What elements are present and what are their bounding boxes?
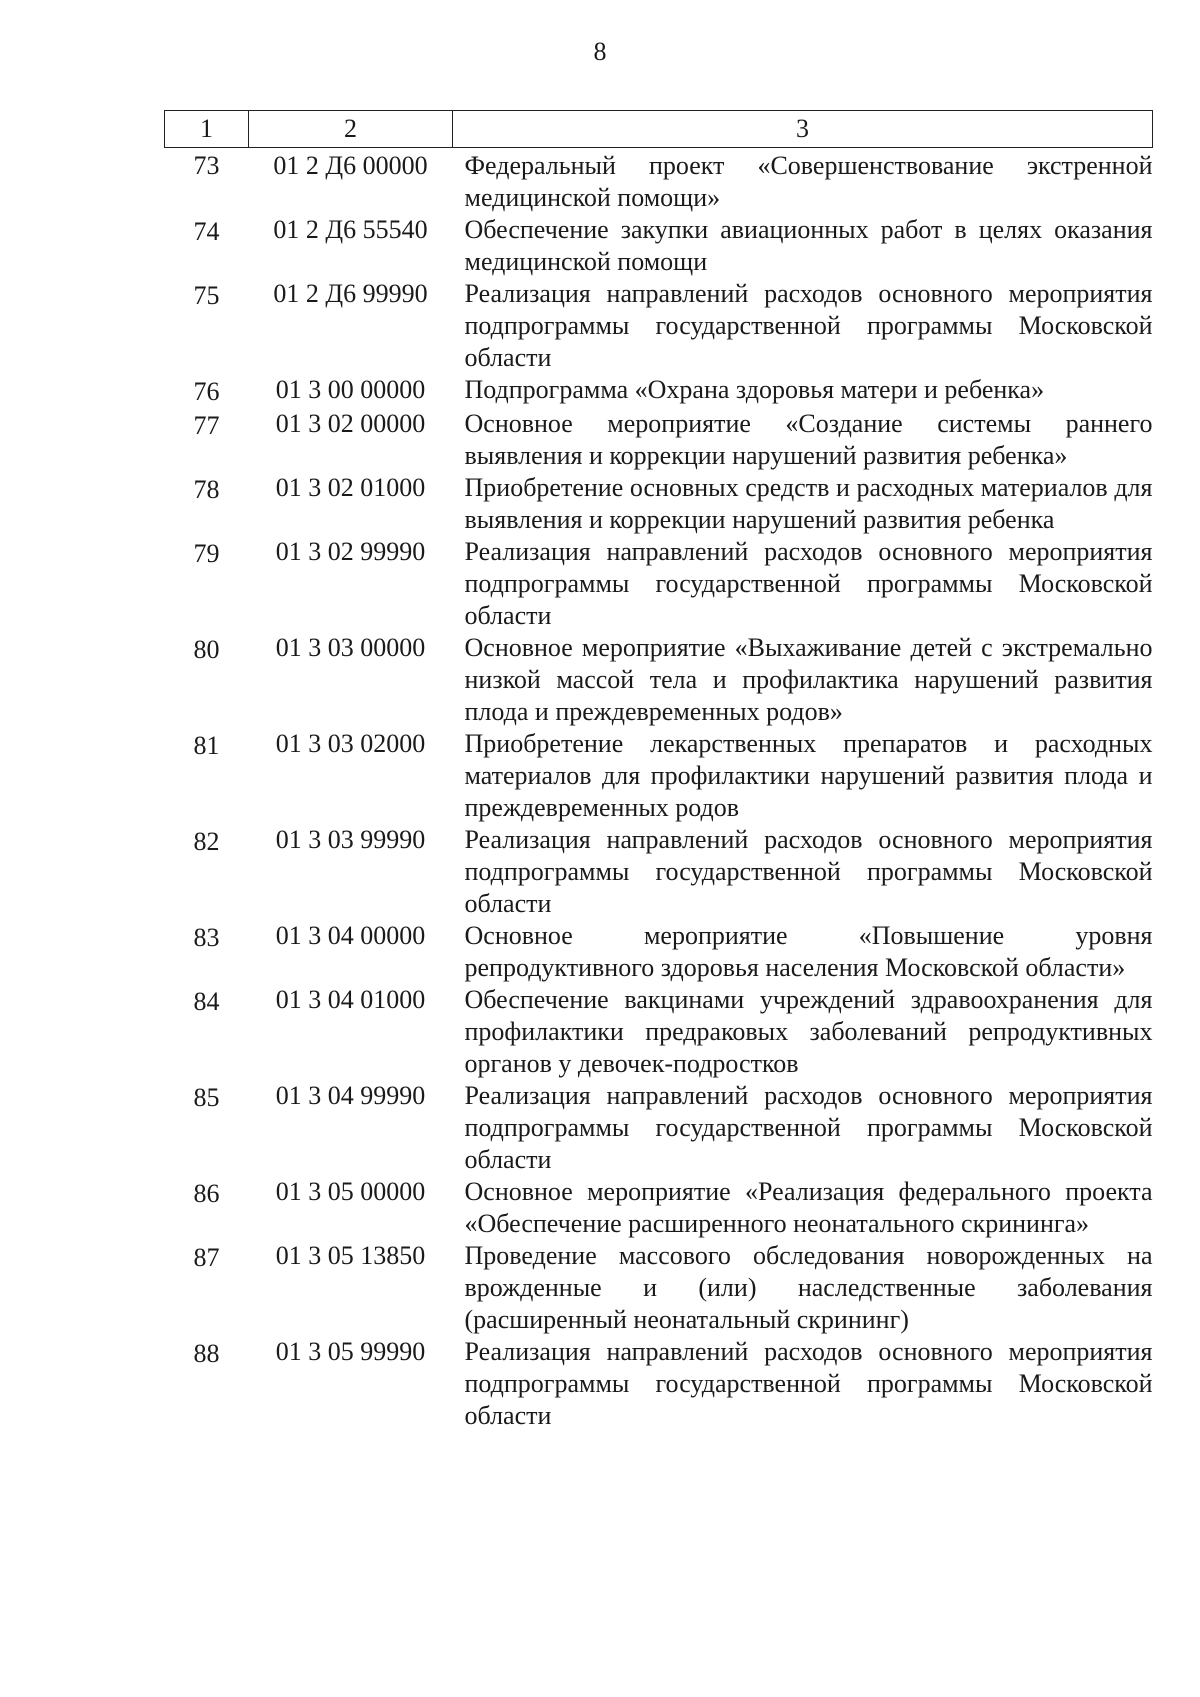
item-description: Основное мероприятие «Повышение уровня репродуктивного здоровья населения Московской области» (464, 921, 1153, 982)
classification-code: 01 3 05 13850 (275, 1241, 426, 1270)
row-number: 79 (193, 539, 220, 568)
classification-code: 01 3 00 00000 (275, 375, 426, 404)
table-row (165, 536, 1153, 632)
classification-code: 01 3 04 00000 (275, 921, 426, 950)
row-number: 86 (193, 1179, 220, 1208)
item-description: Приобретение основных средств и расходных материалов для выявления и коррекции нарушений развития ребенка (464, 473, 1153, 534)
row-number: 76 (193, 377, 220, 406)
table-row (165, 472, 1153, 536)
item-description: Реализация направлений расходов основного мероприятия подпрограммы государственной программы Московской области (464, 825, 1153, 918)
row-number: 83 (193, 923, 220, 952)
row-number: 82 (193, 827, 220, 856)
table-header (165, 111, 1153, 148)
classification-code: 01 3 02 01000 (275, 473, 426, 502)
row-number: 81 (193, 731, 220, 760)
column-header-3: 3 (453, 111, 1153, 148)
item-description: Реализация направлений расходов основного мероприятия подпрограммы государственной программы Московской области (464, 279, 1153, 372)
row-number: 74 (193, 217, 220, 246)
classification-code: 01 3 02 00000 (275, 409, 426, 438)
classification-code: 01 3 03 02000 (275, 729, 426, 758)
item-description: Приобретение лекарственных препаратов и расходных материалов для профилактики нарушений развития плода и преждевременных родов (464, 729, 1153, 822)
item-description: Обеспечение вакцинами учреждений здравоохранения для профилактики предраковых заболеваний репродуктивных органов у девочек-подростков (464, 985, 1153, 1078)
table-row (165, 920, 1153, 984)
item-description: Реализация направлений расходов основного мероприятия подпрограммы государственной программы Московской области (464, 1081, 1153, 1174)
table-row (165, 728, 1153, 824)
page-number: 8 (593, 37, 607, 66)
budget-classification-table (164, 110, 1153, 1432)
row-number: 85 (193, 1083, 220, 1112)
column-header-2: 2 (249, 111, 453, 148)
table-row (165, 1336, 1153, 1432)
item-description: Проведение массового обследования новорожденных на врожденные и (или) наследственные заболевания (расширенный неонатальный скрининг) (464, 1241, 1153, 1334)
item-description: Основное мероприятие «Создание системы раннего выявления и коррекции нарушений развития ребенка» (464, 409, 1153, 470)
classification-code: 01 2 Д6 55540 (273, 215, 428, 244)
row-number: 80 (193, 635, 220, 664)
table-row (165, 824, 1153, 920)
classification-code: 01 3 05 00000 (275, 1177, 426, 1206)
classification-code: 01 2 Д6 99990 (273, 279, 428, 308)
table-row (165, 1240, 1153, 1336)
table-row (165, 632, 1153, 728)
item-description: Обеспечение закупки авиационных работ в целях оказания медицинской помощи (464, 215, 1153, 276)
table-row (165, 278, 1153, 374)
table-row (165, 1080, 1153, 1176)
table-row (165, 1176, 1153, 1240)
table-row (165, 148, 1153, 215)
row-number: 75 (193, 281, 220, 310)
table-row (165, 408, 1153, 472)
table-row (165, 984, 1153, 1080)
classification-code: 01 2 Д6 00000 (273, 151, 428, 180)
row-number: 88 (193, 1339, 220, 1368)
classification-code: 01 3 04 99990 (275, 1081, 426, 1110)
classification-code: 01 3 02 99990 (275, 537, 426, 566)
item-description: Подпрограмма «Охрана здоровья матери и ребенка» (464, 375, 1045, 404)
column-header-1: 1 (165, 111, 249, 148)
classification-code: 01 3 03 99990 (275, 825, 426, 854)
classification-code: 01 3 04 01000 (275, 985, 426, 1014)
row-number: 87 (193, 1243, 220, 1272)
table-row (165, 374, 1153, 408)
header-row (165, 111, 1153, 148)
item-description: Федеральный проект «Совершенствование экстренной медицинской помощи» (464, 151, 1153, 212)
item-description: Реализация направлений расходов основного мероприятия подпрограммы государственной программы Московской области (464, 1337, 1153, 1430)
row-number: 84 (193, 987, 220, 1016)
item-description: Реализация направлений расходов основного мероприятия подпрограммы государственной программы Московской области (464, 537, 1153, 630)
row-number: 77 (193, 411, 220, 440)
table-row (165, 214, 1153, 278)
row-number: 78 (193, 475, 220, 504)
item-description: Основное мероприятие «Выхаживание детей с экстремально низкой массой тела и профилактика нарушений развития плода и преждевременных родов» (464, 633, 1153, 726)
table-body (165, 148, 1153, 1433)
item-description: Основное мероприятие «Реализация федерального проекта «Обеспечение расширенного неонатального скрининга» (464, 1177, 1153, 1238)
classification-code: 01 3 03 00000 (275, 633, 426, 662)
row-number: 73 (193, 151, 220, 180)
classification-code: 01 3 05 99990 (275, 1337, 426, 1366)
